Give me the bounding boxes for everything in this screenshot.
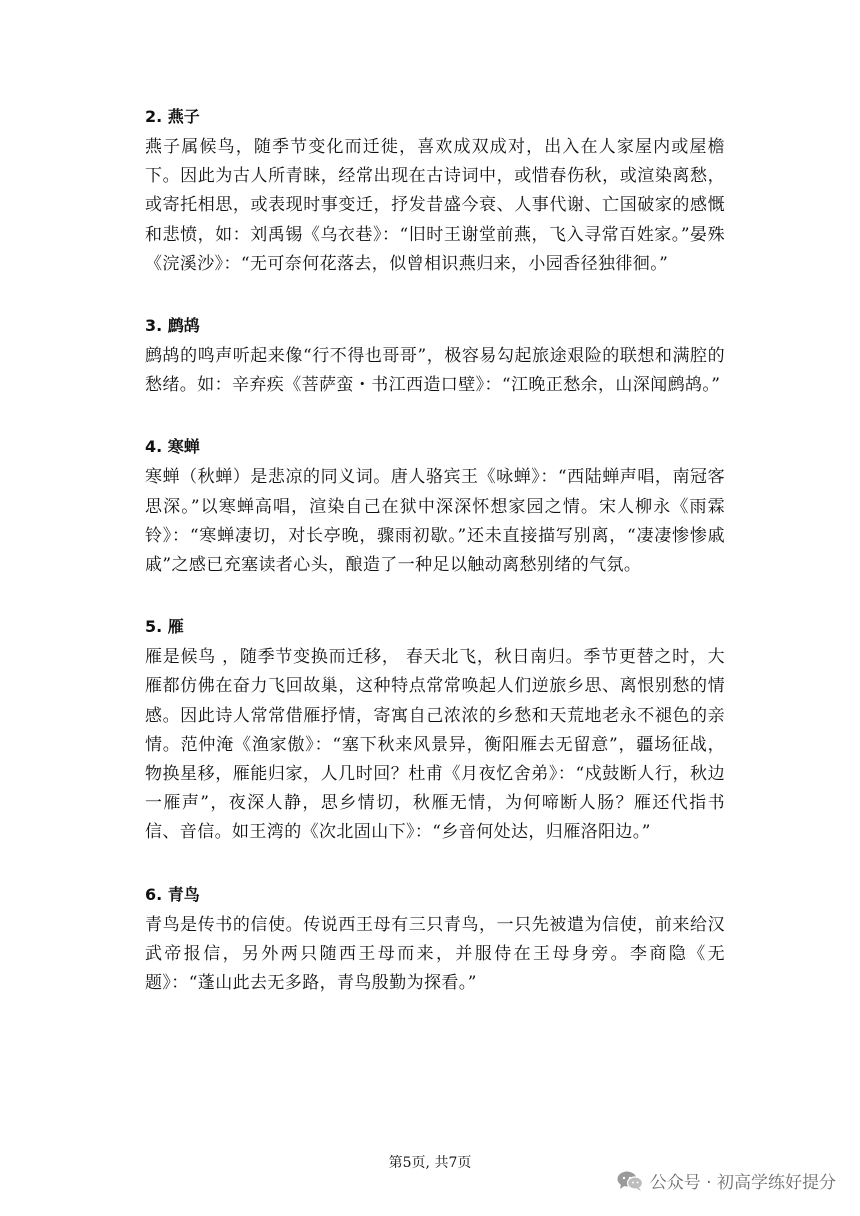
document-page [145,104,725,1032]
section-title: 3. 鹧鸪 [145,316,200,336]
section-title: 4. 寒蝉 [145,437,200,457]
watermark [616,1168,836,1193]
section-cicada [145,434,725,580]
section-bluebird [145,882,725,999]
section-goose [145,614,725,847]
section-body: 燕子属候鸟，随季节变化而迁徙，喜欢成双成对，出入在人家屋内或屋檐下。因此为古人所青睐，经常出现在古诗词中，或惜春伤秋，或渲染离愁，或寄托相思，或表现时事变迁，抒发昔盛今衰、人事代谢、亡国破家的感慨和悲愤，如：刘禹锡《乌衣巷》：“旧时王谢堂前燕，飞入寻常百姓家。”晏殊《浣溪沙》：“无可奈何花落去，似曾相识燕归来，小园香径独徘徊。” [145,137,725,274]
section-swallow [145,104,725,279]
section-title: 5. 雁 [145,617,184,637]
section-body: 寒蝉（秋蝉）是悲凉的同义词。唐人骆宾王《咏蝉》：“西陆蝉声唱，南冠客思深。”以寒蝉高唱，渲染自己在狱中深深怀想家园之情。宋人柳永《雨霖铃》：“寒蝉凄切，对长亭晚，骤雨初歇。”还未直接描写别离，“凄凄惨惨戚戚”之感已充塞读者心头，酿造了一种足以触动离愁别绪的气氛。 [145,467,725,576]
section-title: 6. 青鸟 [145,884,200,904]
wechat-icon [616,1170,644,1192]
section-partridge [145,313,725,400]
page-number: 第5页, 共7页 [388,1155,472,1171]
section-body: 鹧鸪的鸣声听起来像“行不得也哥哥”，极容易勾起旅途艰险的联想和满腔的愁绪。如：辛弃疾《菩萨蛮・书江西造口壁》：“江晚正愁余，山深闻鹧鸪。” [145,346,725,396]
section-title: 2. 燕子 [145,107,200,126]
section-body: 青鸟是传书的信使。传说西王母有三只青鸟，一只先被遣为信使，前来给汉武帝报信，另外两只随西王母而来，并服侍在王母身旁。李商隐《无题》：“蓬山此去无多路，青鸟殷勤为探看。” [145,914,725,994]
section-body: 雁是候鸟 ，随季节变换而迁移， 春天北飞，秋日南归。季节更替之时，大雁都仿佛在奋力飞回故巢，这种特点常常唤起人们逆旅乡思、离恨别愁的情感。因此诗人常常借雁抒情，寄寓自己浓浓的乡愁和天荒地老永不褪色的亲情。范仲淹《渔家傲》：“塞下秋来风景异，衡阳雁去无留意”，疆场征战，物换星移，雁能归家，人几时回？杜甫《月夜忆舍弟》：“戍鼓断人行，秋边一雁声”，夜深人静，思乡情切，秋雁无情，为何啼断人肠？雁还代指书信、音信。如王湾的《次北固山下》：“乡音何处达，归雁洛阳边。” [145,647,725,843]
watermark-text: 公众号 · 初高学练好提分 [649,1173,836,1193]
